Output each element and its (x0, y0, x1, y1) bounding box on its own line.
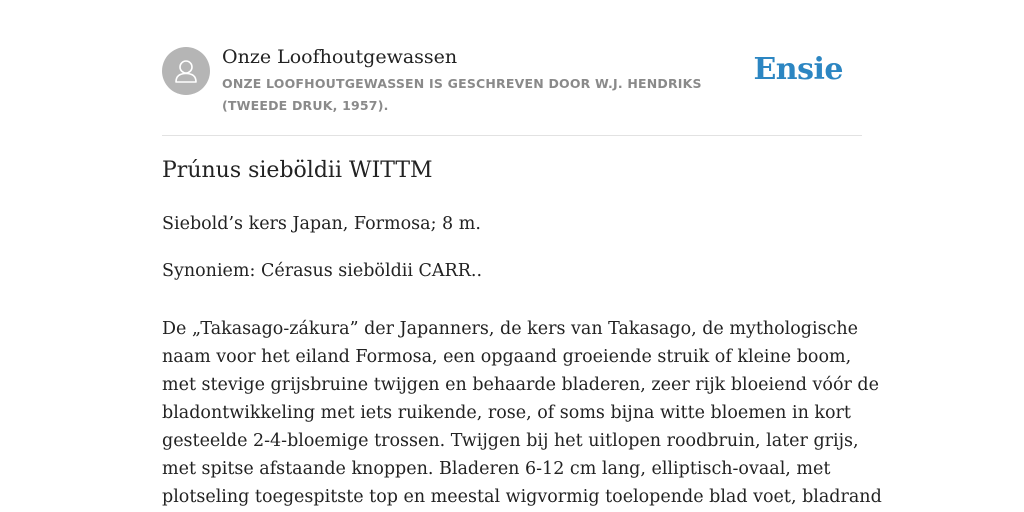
body-line: plotseling toegespitste top en meestal wigvormig toelopende blad voet, bladrand (162, 487, 882, 507)
body-line: met stevige grijsbruine twijgen en behaarde bladeren, zeer rijk bloeiend vóór de (162, 375, 879, 395)
body-line: met spitse afstaande knoppen. Bladeren 6-12 cm lang, elliptisch-ovaal, met (162, 459, 831, 479)
common-name-line: Siebold’s kers Japan, Formosa; 8 m. (162, 214, 481, 234)
source-title[interactable]: Onze Loofhoutgewassen (222, 46, 458, 68)
article-title: Prúnus sieböldii WITTM (162, 158, 433, 183)
user-silhouette-icon (162, 47, 210, 95)
synonym-line: Synoniem: Cérasus sieböldii CARR.. (162, 261, 483, 281)
avatar[interactable] (162, 47, 210, 95)
body-line: gesteelde 2-4-bloemige trossen. Twijgen bij het uitlopen roodbruin, later grijs, (162, 431, 859, 451)
body-line: De „Takasago-zákura” der Japanners, de kers van Takasago, de mythologische (162, 319, 859, 339)
source-header (162, 0, 862, 136)
ensie-logo[interactable]: Ensie (753, 52, 843, 87)
article-body (162, 315, 882, 511)
body-line: naam voor het eiland Formosa, een opgaand groeiende struik of kleine boom, (162, 347, 852, 367)
body-line: bladontwikkeling met iets ruikende, rose, of soms bijna witte bloemen in kort (162, 403, 851, 423)
page-content (162, 0, 882, 507)
source-description: ONZE LOOFHOUTGEWASSEN IS GESCHREVEN DOOR W.J. HENDRIKS (TWEEDE DRUK, 1957). (222, 76, 702, 113)
